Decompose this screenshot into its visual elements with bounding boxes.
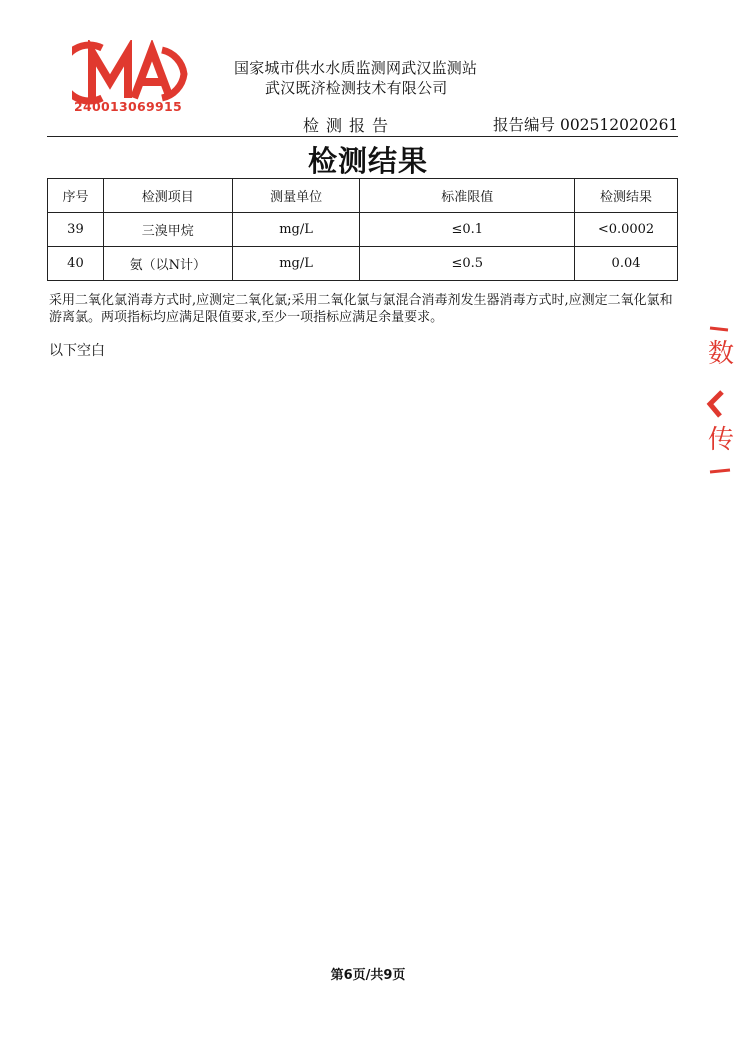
table-row <box>48 213 678 247</box>
cell-item: 三溴甲烷 <box>103 213 232 247</box>
cell-item: 氨（以N计） <box>103 247 232 281</box>
results-table <box>47 178 678 281</box>
cell-result: <0.0002 <box>575 213 678 247</box>
seal-char: 传 <box>708 425 735 455</box>
report-number-label: 报告编号 <box>493 116 556 134</box>
report-number <box>493 113 678 135</box>
header-item: 检测项目 <box>103 179 232 213</box>
cell-unit: mg/L <box>232 247 360 281</box>
org-name-line2: 武汉既济检测技术有限公司 <box>265 79 448 97</box>
cell-limit: ≤0.1 <box>360 213 575 247</box>
seal-char: 数 <box>708 339 735 369</box>
org-name-line1: 国家城市供水水质监测网武汉监测站 <box>234 59 478 77</box>
cell-result: 0.04 <box>575 247 678 281</box>
cell-unit: mg/L <box>232 213 360 247</box>
header-rule <box>47 136 678 137</box>
cell-index: 39 <box>48 213 104 247</box>
page-title: 检测结果 <box>307 144 428 178</box>
partial-seal-icon <box>706 320 736 480</box>
disinfection-note: 采用二氧化氯消毒方式时,应测定二氧化氯;采用二氧化氯与氯混合消毒剂发生器消毒方式时,应测定二氧化氯和游离氯。两项指标均应满足限值要求,至少一项指标应满足余量要求。 <box>49 293 673 325</box>
cell-limit: ≤0.5 <box>360 247 575 281</box>
table-header-row <box>48 179 678 213</box>
cma-cert-number: 240013069915 <box>74 99 182 114</box>
blank-below-note: 以下空白 <box>49 343 105 359</box>
header-index: 序号 <box>48 179 104 213</box>
header-unit: 测量单位 <box>232 179 360 213</box>
header-limit: 标准限值 <box>360 179 575 213</box>
report-label: 检测报告 <box>303 116 396 135</box>
page-footer: 第6页/共9页 <box>330 968 406 983</box>
header-result: 检测结果 <box>575 179 678 213</box>
report-number-value: 002512020261 <box>559 116 679 134</box>
table-row <box>48 247 678 281</box>
cell-index: 40 <box>48 247 104 281</box>
